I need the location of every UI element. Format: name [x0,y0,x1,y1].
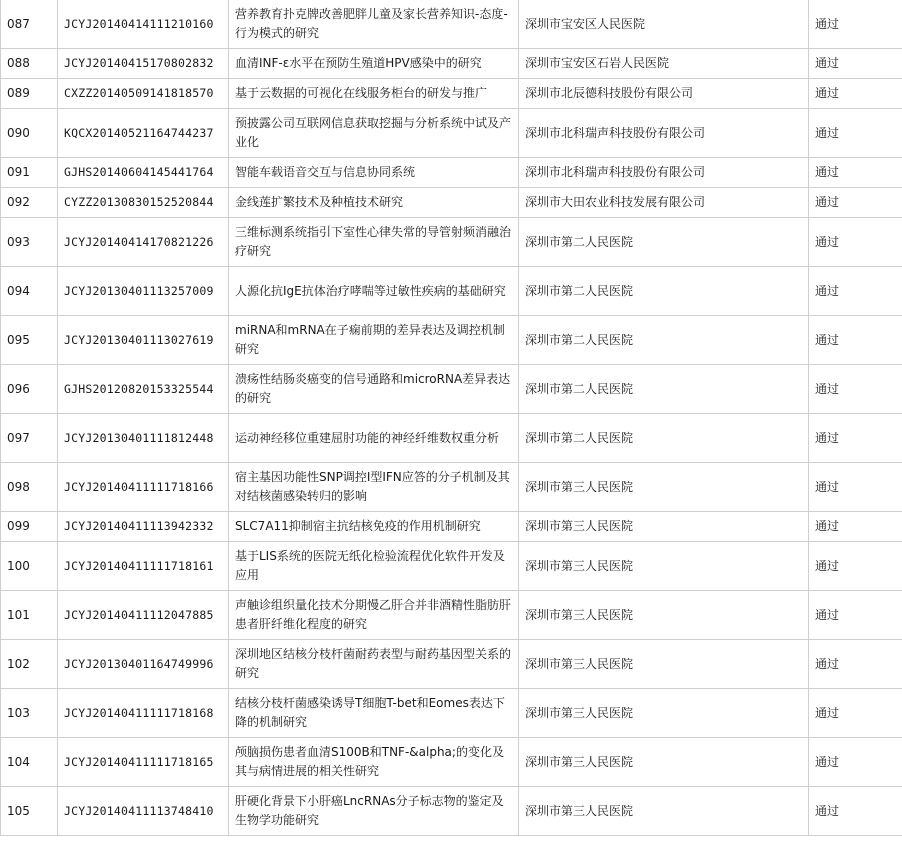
project-code: JCYJ20130401113257009 [58,267,229,316]
review-result: 通过 [809,542,902,591]
project-title: 声触诊组织量化技术分期慢乙肝合并非酒精性脂肪肝患者肝纤维化程度的研究 [229,591,519,640]
organization: 深圳市北科瑞声科技股份有限公司 [519,158,809,188]
table-row [1,267,902,316]
project-title: 肝硬化背景下小肝癌LncRNAs分子标志物的鉴定及生物学功能研究 [229,787,519,836]
project-table-body [1,0,902,836]
row-number: 088 [1,49,58,79]
project-code: JCYJ20140414111210160 [58,0,229,49]
project-title: 基于LIS系统的医院无纸化检验流程优化软件开发及应用 [229,542,519,591]
project-title: 深圳地区结核分枝杆菌耐药表型与耐药基因型关系的研究 [229,640,519,689]
row-number: 095 [1,316,58,365]
project-title: 结核分枝杆菌感染诱导T细胞T-bet和Eomes表达下降的机制研究 [229,689,519,738]
project-code: JCYJ20140411113748410 [58,787,229,836]
project-title: 宿主基因功能性SNP调控I型IFN应答的分子机制及其对结核菌感染转归的影响 [229,463,519,512]
project-title: 溃疡性结肠炎癌变的信号通路和microRNA差异表达的研究 [229,365,519,414]
table-row [1,591,902,640]
project-code: GJHS20140604145441764 [58,158,229,188]
table-row [1,158,902,188]
organization: 深圳市第三人民医院 [519,738,809,787]
table-row [1,109,902,158]
row-number: 104 [1,738,58,787]
project-code: GJHS20120820153325544 [58,365,229,414]
organization: 深圳市第三人民医院 [519,542,809,591]
review-result: 通过 [809,689,902,738]
project-code: JCYJ20130401113027619 [58,316,229,365]
review-result: 通过 [809,640,902,689]
review-result: 通过 [809,49,902,79]
row-number: 090 [1,109,58,158]
project-title: 血清INF-ε水平在预防生殖道HPV感染中的研究 [229,49,519,79]
table-row [1,79,902,109]
row-number: 099 [1,512,58,542]
organization: 深圳市宝安区人民医院 [519,0,809,49]
project-code: KQCX20140521164744237 [58,109,229,158]
row-number: 098 [1,463,58,512]
organization: 深圳市第三人民医院 [519,463,809,512]
table-row [1,640,902,689]
project-title: 运动神经移位重建屈肘功能的神经纤维数权重分析 [229,414,519,463]
review-result: 通过 [809,738,902,787]
row-number: 094 [1,267,58,316]
organization: 深圳市第三人民医院 [519,787,809,836]
review-result: 通过 [809,267,902,316]
organization: 深圳市第二人民医院 [519,218,809,267]
table-row [1,188,902,218]
project-title: 颅脑损伤患者血清S100B和TNF-&alpha;的变化及其与病情进展的相关性研究 [229,738,519,787]
organization: 深圳市第三人民医院 [519,689,809,738]
project-code: JCYJ20140411111718168 [58,689,229,738]
project-title: SLC7A11抑制宿主抗结核免疫的作用机制研究 [229,512,519,542]
row-number: 092 [1,188,58,218]
table-row [1,414,902,463]
table-row [1,463,902,512]
row-number: 089 [1,79,58,109]
review-result: 通过 [809,591,902,640]
table-row [1,542,902,591]
row-number: 101 [1,591,58,640]
project-title: 金线莲扩繁技术及种植技术研究 [229,188,519,218]
table-row [1,738,902,787]
organization: 深圳市第三人民医院 [519,591,809,640]
table-row [1,316,902,365]
organization: 深圳市第三人民医院 [519,512,809,542]
project-code: CYZZ20130830152520844 [58,188,229,218]
project-code: JCYJ20140411111718165 [58,738,229,787]
review-result: 通过 [809,316,902,365]
review-result: 通过 [809,414,902,463]
table-row [1,218,902,267]
review-result: 通过 [809,365,902,414]
review-result: 通过 [809,787,902,836]
row-number: 102 [1,640,58,689]
row-number: 097 [1,414,58,463]
row-number: 105 [1,787,58,836]
project-code: JCYJ20140411113942332 [58,512,229,542]
table-row [1,512,902,542]
project-title: miRNA和mRNA在子痫前期的差异表达及调控机制研究 [229,316,519,365]
project-title: 智能车载语音交互与信息协同系统 [229,158,519,188]
organization: 深圳市大田农业科技发展有限公司 [519,188,809,218]
table-row [1,689,902,738]
review-result: 通过 [809,463,902,512]
organization: 深圳市第二人民医院 [519,414,809,463]
row-number: 087 [1,0,58,49]
row-number: 100 [1,542,58,591]
organization: 深圳市北科瑞声科技股份有限公司 [519,109,809,158]
table-row [1,0,902,49]
review-result: 通过 [809,79,902,109]
project-code: JCYJ20140411111718166 [58,463,229,512]
organization: 深圳市第二人民医院 [519,267,809,316]
review-result: 通过 [809,109,902,158]
project-code: JCYJ20140411112047885 [58,591,229,640]
row-number: 091 [1,158,58,188]
table-row [1,365,902,414]
review-result: 通过 [809,158,902,188]
project-code: JCYJ20130401111812448 [58,414,229,463]
organization: 深圳市第二人民医院 [519,316,809,365]
row-number: 093 [1,218,58,267]
table-row [1,787,902,836]
review-result: 通过 [809,218,902,267]
organization: 深圳市宝安区石岩人民医院 [519,49,809,79]
project-title: 预披露公司互联网信息获取挖掘与分析系统中试及产业化 [229,109,519,158]
organization: 深圳市第二人民医院 [519,365,809,414]
project-code: JCYJ20140415170802832 [58,49,229,79]
row-number: 096 [1,365,58,414]
review-result: 通过 [809,0,902,49]
organization: 深圳市北辰德科技股份有限公司 [519,79,809,109]
table-row [1,49,902,79]
project-code: JCYJ20140414170821226 [58,218,229,267]
project-title: 营养教育扑克牌改善肥胖儿童及家长营养知识-态度-行为模式的研究 [229,0,519,49]
row-number: 103 [1,689,58,738]
project-title: 人源化抗IgE抗体治疗哮喘等过敏性疾病的基础研究 [229,267,519,316]
review-result: 通过 [809,512,902,542]
project-code: CXZZ20140509141818570 [58,79,229,109]
project-code: JCYJ20130401164749996 [58,640,229,689]
project-title: 三维标测系统指引下室性心律失常的导管射频消融治疗研究 [229,218,519,267]
organization: 深圳市第三人民医院 [519,640,809,689]
project-code: JCYJ20140411111718161 [58,542,229,591]
project-title: 基于云数据的可视化在线服务柜台的研发与推广 [229,79,519,109]
review-result: 通过 [809,188,902,218]
